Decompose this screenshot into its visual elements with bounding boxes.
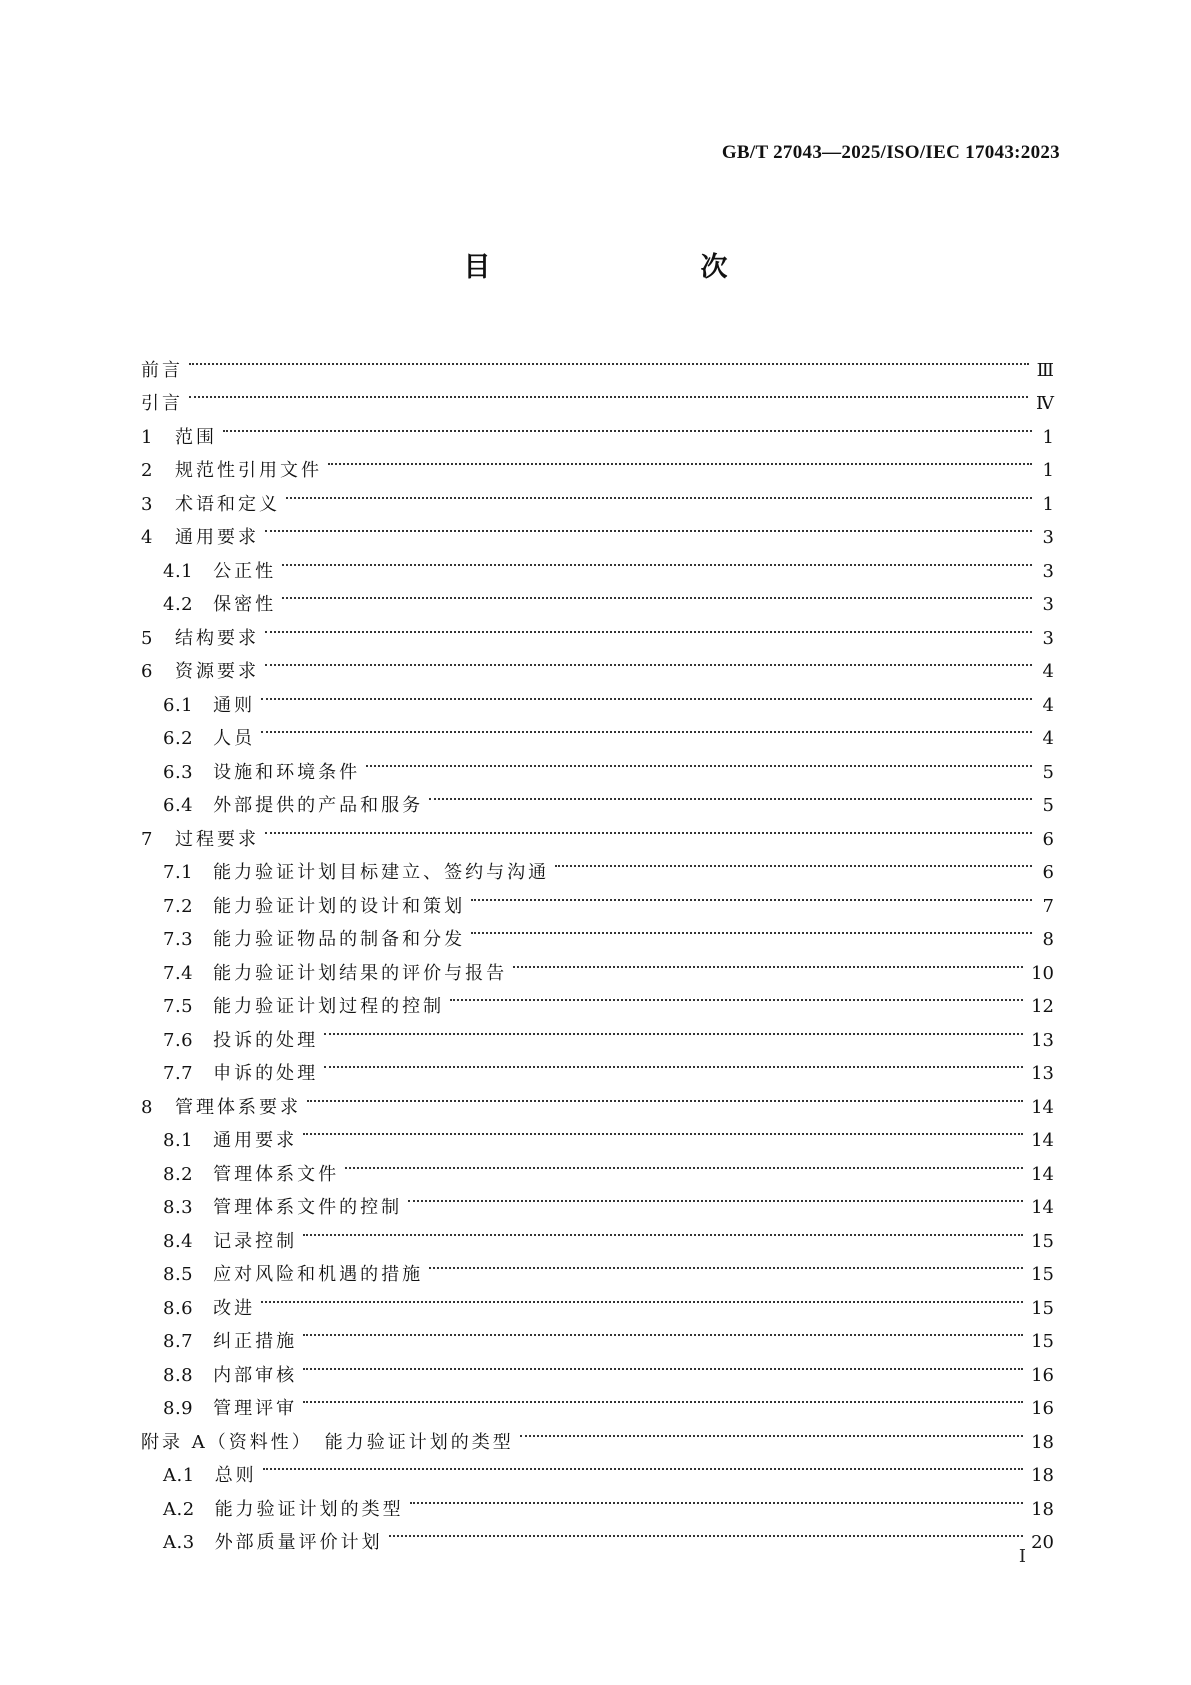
toc-entry-page: 4	[1042, 694, 1054, 716]
toc-entry-title: 申诉的处理	[213, 1063, 319, 1084]
toc-dot-leader	[303, 1314, 1023, 1348]
toc-entry-number: 6.4	[163, 795, 194, 816]
toc-entry-title: 投诉的处理	[213, 1029, 319, 1051]
toc-entry-page: 6	[1042, 828, 1054, 850]
toc-entry-number: 8.1	[163, 1130, 194, 1151]
toc-dot-leader	[408, 1180, 1023, 1214]
toc-entry-page: 3	[1042, 594, 1054, 615]
toc-entry[interactable]	[141, 577, 1054, 615]
toc-entry-title: 过程要求	[175, 828, 259, 850]
toc-entry[interactable]	[141, 811, 1054, 850]
toc-entry-title: 纠正措施	[213, 1331, 298, 1352]
toc-entry-title: 保密性	[213, 594, 277, 615]
toc-entry[interactable]	[141, 1481, 1054, 1520]
toc-entry-title: 记录控制	[213, 1230, 298, 1252]
toc-entry-title: 外部提供的产品和服务	[213, 795, 424, 816]
toc-entry-title: 管理体系要求	[175, 1096, 301, 1118]
toc-entry[interactable]	[141, 409, 1054, 448]
toc-entry-title: 结构要求	[175, 627, 259, 649]
toc-entry-number: 7.6	[163, 1029, 194, 1051]
toc-entry-page: 12	[1031, 996, 1054, 1017]
toc-entry[interactable]	[141, 744, 1054, 783]
toc-entry-title: 改进	[213, 1297, 256, 1319]
toc-entry-title: 人员	[213, 728, 256, 749]
toc-entry-number: A.2	[163, 1498, 195, 1520]
toc-entry-title: 能力验证计划的设计和策划	[213, 895, 466, 917]
toc-entry-page: 1	[1042, 493, 1054, 515]
toc-entry-page: 13	[1031, 1063, 1054, 1084]
toc-entry-title: 能力验证计划结果的评价与报告	[213, 962, 508, 984]
toc-entry-title: 通用要求	[175, 527, 259, 548]
toc-entry-number: 8.7	[163, 1331, 194, 1352]
toc-entry[interactable]	[141, 376, 1054, 414]
toc-entry-number: 7.2	[163, 895, 194, 917]
toc-entry-number: 8.5	[163, 1264, 194, 1285]
toc-entry-page: 15	[1031, 1230, 1054, 1252]
toc-dot-leader	[410, 1481, 1023, 1515]
toc-entry[interactable]	[141, 1448, 1054, 1486]
toc-entry[interactable]	[141, 610, 1054, 649]
toc-entry-page: 10	[1031, 962, 1054, 984]
toc-dot-leader	[303, 1381, 1023, 1415]
toc-dot-leader	[520, 1414, 1023, 1448]
toc-entry-number: 7.3	[163, 929, 194, 950]
toc-entry-title: 管理体系文件的控制	[213, 1197, 403, 1218]
toc-entry-page: 15	[1031, 1264, 1054, 1285]
toc-dot-leader	[265, 510, 1032, 544]
toc-entry[interactable]	[141, 510, 1054, 548]
toc-entry-number: 8	[141, 1096, 153, 1118]
toc-dot-leader	[261, 677, 1032, 711]
toc-entry-title: 通用要求	[213, 1130, 298, 1151]
toc-entry-page: 4	[1042, 661, 1054, 682]
toc-entry-page: 18	[1031, 1498, 1054, 1520]
toc-entry-number: 4.1	[163, 560, 194, 582]
toc-entry-number: 6.1	[163, 694, 194, 716]
toc-entry-page: 18	[1031, 1431, 1054, 1453]
toc-entry-number: A.3	[163, 1532, 195, 1553]
toc-entry-title: 范围	[175, 426, 217, 448]
page-number: Ⅰ	[1018, 1546, 1026, 1566]
toc-entry-title: 外部质量评价计划	[214, 1532, 383, 1553]
page-title: 目 次	[463, 252, 780, 283]
toc-dot-leader	[303, 1113, 1023, 1147]
toc-entry[interactable]	[141, 342, 1054, 381]
toc-entry-title: 设施和环境条件	[213, 761, 361, 783]
toc-entry-number: 4.2	[163, 594, 194, 615]
toc-dot-leader	[265, 644, 1032, 678]
toc-entry[interactable]	[141, 711, 1054, 749]
toc-entry-title: 应对风险和机遇的措施	[213, 1264, 424, 1285]
toc-dot-leader	[366, 744, 1032, 778]
toc-entry-page: 14	[1031, 1197, 1054, 1218]
toc-dot-leader	[450, 979, 1023, 1013]
toc-entry[interactable]	[141, 677, 1054, 716]
toc-entry-number: 4	[141, 527, 153, 548]
toc-entry-page: 3	[1042, 560, 1054, 582]
toc-entry-page: 6	[1042, 862, 1054, 883]
toc-entry[interactable]	[141, 1280, 1054, 1319]
toc-entry-page: 14	[1031, 1130, 1054, 1151]
toc-dot-leader	[189, 376, 1028, 410]
toc-entry-number: 7.5	[163, 996, 194, 1017]
toc-entry-title: 术语和定义	[175, 493, 280, 515]
toc-dot-leader	[282, 577, 1032, 611]
toc-entry-page: 14	[1031, 1163, 1054, 1185]
toc-entry-page: 18	[1031, 1465, 1054, 1486]
toc-dot-leader	[429, 1247, 1023, 1281]
toc-entry-title: 公正性	[213, 560, 277, 582]
toc-entry[interactable]	[141, 845, 1054, 883]
toc-dot-leader	[324, 1046, 1023, 1080]
toc-dot-leader	[286, 476, 1032, 510]
toc-entry-page: 5	[1042, 795, 1054, 816]
toc-entry-title: 规范性引用文件	[175, 460, 322, 481]
toc-entry-number: 7.1	[163, 862, 194, 883]
toc-entry-number: 8.6	[163, 1297, 194, 1319]
toc-entry-page: 20	[1031, 1532, 1054, 1553]
toc-entry-page: 7	[1042, 895, 1054, 917]
toc-dot-leader	[265, 811, 1032, 845]
toc-entry-page: 5	[1042, 761, 1054, 783]
toc-entry-number: 2	[141, 460, 153, 481]
toc-entry-number: 7.4	[163, 962, 194, 984]
toc-entry-title: 总则	[214, 1465, 257, 1486]
toc-dot-leader	[261, 711, 1032, 745]
toc-entry-page: 16	[1031, 1398, 1054, 1419]
toc-entry-page: 3	[1042, 527, 1054, 548]
toc-entry-page: 15	[1031, 1297, 1054, 1319]
toc-entry-number: 3	[141, 493, 153, 515]
toc-entry-number: 8.3	[163, 1197, 194, 1218]
toc-entry-number: 7.7	[163, 1063, 194, 1084]
toc-entry-page: Ⅳ	[1036, 393, 1054, 414]
toc-dot-leader	[345, 1146, 1023, 1180]
toc-entry-number: 6.3	[163, 761, 194, 783]
toc-entry-number: 8.9	[163, 1398, 194, 1419]
toc-dot-leader	[513, 945, 1023, 979]
toc-dot-leader	[471, 878, 1032, 912]
toc-entry-title: 能力验证计划过程的控制	[213, 996, 445, 1017]
toc-dot-leader	[389, 1515, 1023, 1549]
toc-entry-number: 5	[141, 627, 153, 649]
toc-dot-leader	[328, 443, 1032, 477]
toc-entry[interactable]	[141, 443, 1054, 481]
toc-dot-leader	[307, 1079, 1023, 1113]
toc-entry-title: 引言	[141, 393, 183, 414]
toc-entry-page: 14	[1031, 1096, 1054, 1118]
table-of-contents	[141, 342, 1054, 1553]
toc-dot-leader	[282, 543, 1032, 577]
toc-dot-leader	[429, 778, 1032, 812]
toc-entry-page: 1	[1042, 426, 1054, 448]
toc-entry-title: 前言	[141, 359, 183, 381]
toc-entry[interactable]	[141, 644, 1054, 682]
toc-dot-leader	[261, 1280, 1023, 1314]
toc-entry-page: Ⅲ	[1036, 359, 1054, 381]
toc-entry-page: 4	[1042, 728, 1054, 749]
toc-entry-title: 能力验证计划的类型	[214, 1498, 404, 1520]
toc-dot-leader	[303, 1347, 1023, 1381]
toc-entry-page: 8	[1042, 929, 1054, 950]
toc-entry-page: 15	[1031, 1331, 1054, 1352]
toc-entry[interactable]	[141, 543, 1054, 582]
toc-entry-number: 8.4	[163, 1230, 194, 1252]
toc-entry-number: 1	[141, 426, 153, 448]
toc-entry-number: 7	[141, 828, 153, 850]
toc-entry-title: 能力验证计划目标建立、签约与沟通	[213, 862, 550, 883]
toc-dot-leader	[223, 409, 1032, 443]
toc-entry-title: 通则	[213, 694, 256, 716]
toc-entry-page: 13	[1031, 1029, 1054, 1051]
toc-entry-title: 资源要求	[175, 661, 259, 682]
toc-entry-number: 8.8	[163, 1364, 194, 1386]
toc-entry[interactable]	[141, 1314, 1054, 1352]
toc-entry-title: 管理评审	[213, 1398, 298, 1419]
toc-entry-page: 3	[1042, 627, 1054, 649]
toc-entry-page: 1	[1042, 460, 1054, 481]
toc-entry-page: 16	[1031, 1364, 1054, 1386]
toc-dot-leader	[265, 610, 1032, 644]
toc-dot-leader	[189, 342, 1029, 376]
toc-entry-title: 管理体系文件	[213, 1163, 340, 1185]
toc-entry-title: 附录 A（资料性） 能力验证计划的类型	[141, 1431, 514, 1453]
toc-dot-leader	[263, 1448, 1023, 1482]
toc-entry-number: 8.2	[163, 1163, 194, 1185]
toc-dot-leader	[303, 1213, 1023, 1247]
toc-dot-leader	[555, 845, 1032, 879]
toc-entry-number: 6.2	[163, 728, 194, 749]
toc-entry-number: 6	[141, 661, 153, 682]
toc-entry-title: 能力验证物品的制备和分发	[213, 929, 466, 950]
toc-entry-number: A.1	[163, 1465, 195, 1486]
toc-dot-leader	[471, 912, 1032, 946]
toc-entry-title: 内部审核	[213, 1364, 298, 1386]
toc-dot-leader	[324, 1012, 1023, 1046]
standard-code-header: GB/T 27043—2025/ISO/IEC 17043:2023	[721, 142, 1060, 163]
